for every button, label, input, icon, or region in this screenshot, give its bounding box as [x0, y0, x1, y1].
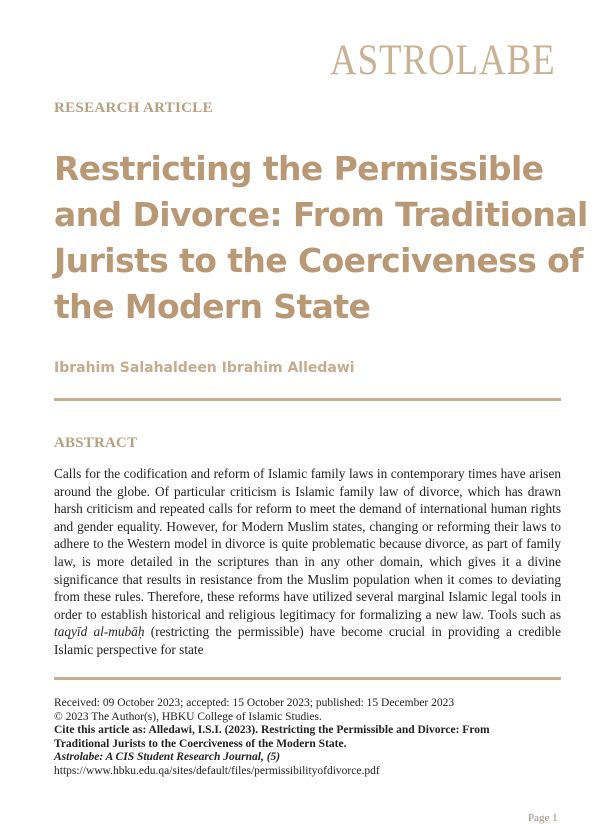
abstract-text-part-1: Calls for the codification and reform of Islamic family laws in contemporary times have arisen around the globe. Of particular criticism is Islamic family law of divorce, which has drawn harsh criticism and repeated calls for reform to meet the demand of international human rights and gender equality. However, for Modern Muslim states, changing or reforming their laws to adhere to the Western model in divorce is quite problematic because divorce, as part of family law, is more detailed in the scriptures than in any other domain, which gives it a divine significance that results in resistance from the Muslim population when it comes to deviating from these rules. Therefore, these reforms have utilized several marginal Islamic legal tools in order to establish historical and religious legitimacy for formalizing a new law. Tools such as [54, 466, 561, 622]
author-name: Ibrahim Salahaldeen Ibrahim Alledawi [54, 360, 355, 376]
abstract-heading: ABSTRACT [54, 435, 138, 451]
header-divider [54, 398, 561, 401]
journal-name: Astrolabe: A CIS Student Research Journal, (5) [54, 751, 281, 764]
article-url-link[interactable]: https://www.hbku.edu.qa/sites/default/files/permissibilityofdivorce.pdf [54, 764, 380, 777]
citation-line-1: Cite this article as: Alledawi, I.S.I. (2023). Restricting the Permissible and Divorce: From [54, 724, 490, 737]
article-type-label: RESEARCH ARTICLE [54, 100, 213, 116]
publication-dates: Received: 09 October 2023; accepted: 15 October 2023; published: 15 December 2023 [54, 697, 455, 709]
page-number: Page 1 [528, 812, 558, 824]
article-metadata [54, 697, 561, 779]
citation-line-2: Traditional Jurists to the Coerciveness of the Modern State. [54, 737, 347, 750]
journal-logo: ASTROLABE [330, 37, 556, 84]
article-title: Restricting the Permissible and Divorce: From Traditional Jurists to the Coerciveness of the Modern State [54, 149, 588, 326]
abstract-body [54, 465, 561, 659]
footer-divider [54, 677, 561, 680]
abstract-text-part-2: (restricting the permissible) have become crucial in providing a credible Islamic perspective for state [54, 624, 561, 657]
copyright-line: © 2023 The Author(s), HBKU College of Islamic Studies. [54, 710, 322, 723]
abstract-italic-term: taqyīd al-mubāḥ [54, 624, 145, 640]
